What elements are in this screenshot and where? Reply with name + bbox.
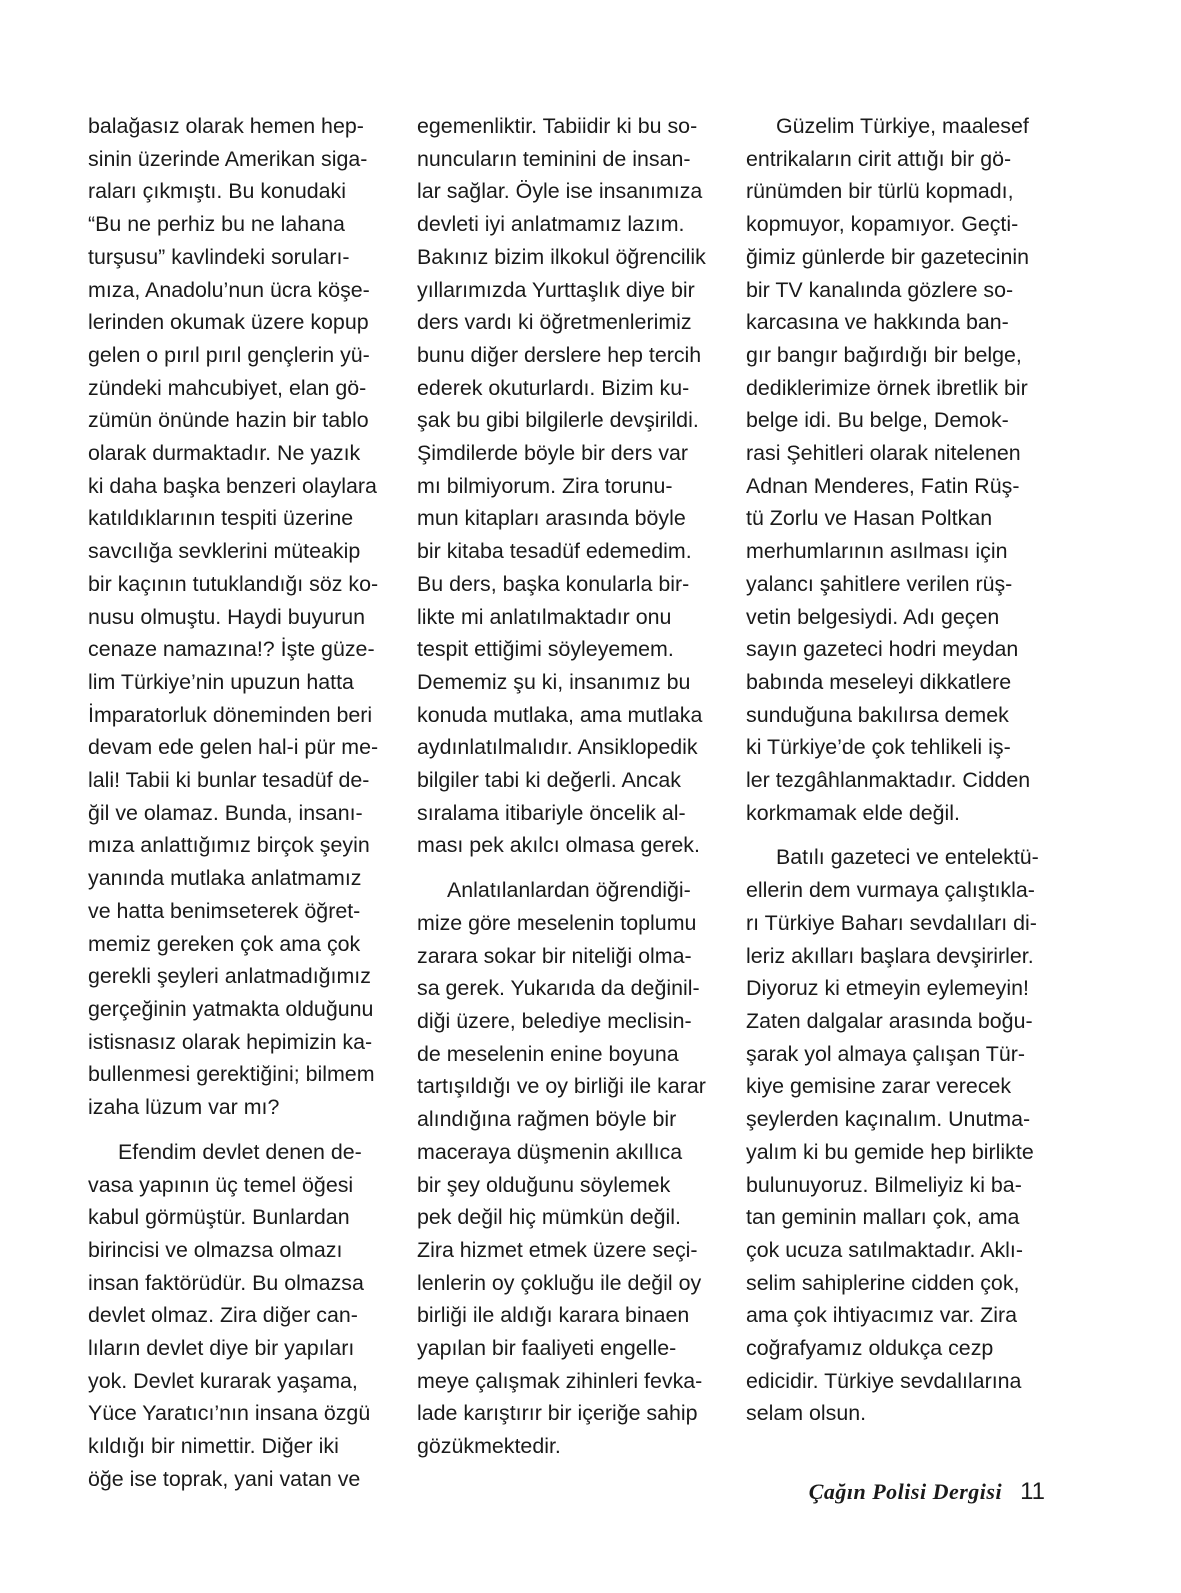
paragraph: Efendim devlet denen de- vasa yapının üç temel öğesi kabul görmüştür. Bunlardan birincisi ve olmazsa olmazı insan faktörüdür. Bu olmazsa devlet olmaz. Zira diğer can- lıların devlet diye bir yapıları yok. Devlet kurarak yaşama, Yüce Yaratıcı’nın insana özgü kıldığı bir nimettir. Diğer iki öğe ise toprak, yani vatan ve bbox=[88, 1139, 371, 1491]
text-column-1 bbox=[88, 110, 388, 1496]
paragraph: Anlatılanlardan öğrendiği- mize göre meselenin toplumu zarara sokar bir niteliği olma- sa gerek. Yukarıda da değinil- diği üzere, belediye meclisin- de meselenin enine boyuna tartışıldığı ve oy birliği ile karar alındığına rağmen böyle bir maceraya düşmenin akıllıca bir şey olduğunu söylemek pek değil hiç mümkün değil. Zira hizmet etmek üzere seçi- lenlerin oy çokluğu ile değil oy birliği ile aldığı karara binaen yapılan bir faaliyeti engelle- meye çalışmak zihinleri fevka- lade karıştırır bir içeriğe sahip gözükmektedir. bbox=[417, 878, 706, 1459]
text-column-3 bbox=[746, 110, 1046, 1430]
page-footer bbox=[809, 1478, 1045, 1506]
paragraph: Güzelim Türkiye, maalesef entrikaların cirit attığı bir gö- rünümden bir türlü kopmadı, kopmuyor, kopamıyor. Geçti- ğimiz günlerde bir gazetecinin bir TV kanalında gözlere so- karcasına ve hakkında ban- gır bangır bağırdığı bir belge, dediklerimize örnek ibretlik bir belge idi. Bu belge, Demok- rasi Şehitleri olarak nitelenen Adnan Menderes, Fatin Rüş- tü Zorlu ve Hasan Poltkan merhumlarının asılması için yalancı şahitlere verilen rüş- vetin belgesiydi. Adı geçen sayın gazeteci hodri meydan babında meseleyi dikkatlere sunduğuna bakılırsa demek ki Türkiye’de çok tehlikeli iş- ler tezgâhlanmaktadır. Cidden korkmamak elde değil. bbox=[746, 114, 1031, 825]
magazine-name: Çağın Polisi Dergisi bbox=[808, 1479, 1003, 1504]
paragraph: Batılı gazeteci ve entelektü- ellerin dem vurmaya çalıştıkla- rı Türkiye Baharı sevdalıları di- leriz akılları başlara devşirirler. Diyoruz ki etmeyin eylemeyin! Zaten dalgalar arasında boğu- şarak yol almaya çalışan Tür- kiye gemisine zarar verecek şeylerden kaçınalım. Unutma- yalım ki bu gemide hep birlikte bulunuyoruz. Bilmeliyiz ki ba- tan geminin malları çok, ama çok ucuza satılmaktadır. Aklı- selim sahiplerine cidden çok, ama çok ihtiyacımız var. Zira coğrafyamız oldukça cezp edicidir. Türkiye sevdalılarına selam olsun. bbox=[746, 845, 1039, 1426]
paragraph: egemenliktir. Tabiidir ki bu so- nuncuların teminini de insan- lar sağlar. Öyle ise insanımıza devleti iyi anlatmamız lazım. Bakınız bizim ilkokul öğrencilik yıllarımızda Yurttaşlık diye bir ders vardı ki öğretmenlerimiz bunu diğer derslere hep tercih ederek okuturlardı. Bizim ku- şak bu gibi bilgilerle devşirildi. Şimdilerde böyle bir ders var mı bilmiyorum. Zira torunu- mun kitapları arasında böyle bir kitaba tesadüf edemedim. Bu ders, başka konularla bir- likte mi anlatılmaktadır onu tespit ettiğimi söyleyemem. Dememiz şu ki, insanımız bu konuda mutlaka, ama mutlaka aydınlatılmalıdır. Ansiklopedik bilgiler tabi ki değerli. Ancak sıralama itibariyle öncelik al- ması pek akılcı olmasa gerek. bbox=[417, 114, 706, 858]
page-number: 11 bbox=[1020, 1478, 1045, 1505]
text-column-2 bbox=[417, 110, 717, 1463]
paragraph: balağasız olarak hemen hep- sinin üzerinde Amerikan siga- raları çıkmıştı. Bu konudaki “Bu ne perhiz bu ne lahana turşusu” kavlindeki soruları- mıza, Anadolu’nun ücra köşe- lerinden okumak üzere kopup gelen o pırıl pırıl gençlerin yü- zündeki mahcubiyet, elan gö- zümün önünde hazin bir tablo olarak durmaktadır. Ne yazık ki daha başka benzeri olaylara katıldıklarının tespiti üzerine savcılığa sevklerini müteakip bir kaçının tutuklandığı söz ko- nusu olmuştu. Haydi buyurun cenaze namazına!? İşte güze- lim Türkiye’nin upuzun hatta İmparatorluk döneminden beri devam ede gelen hal-i pür me- lali! Tabii ki bunlar tesadüf de- ğil ve olamaz. Bunda, insanı- mıza anlattığımız birçok şeyin yanında mutlaka anlatmamız ve hatta benimseterek öğret- memiz gereken çok ama çok gerekli şeyleri anlatmadığımız gerçeğinin yatmakta olduğunu istisnasız olarak hepimizin ka- bullenmesi gerektiğini; bilmem izaha lüzum var mı? bbox=[88, 114, 379, 1120]
